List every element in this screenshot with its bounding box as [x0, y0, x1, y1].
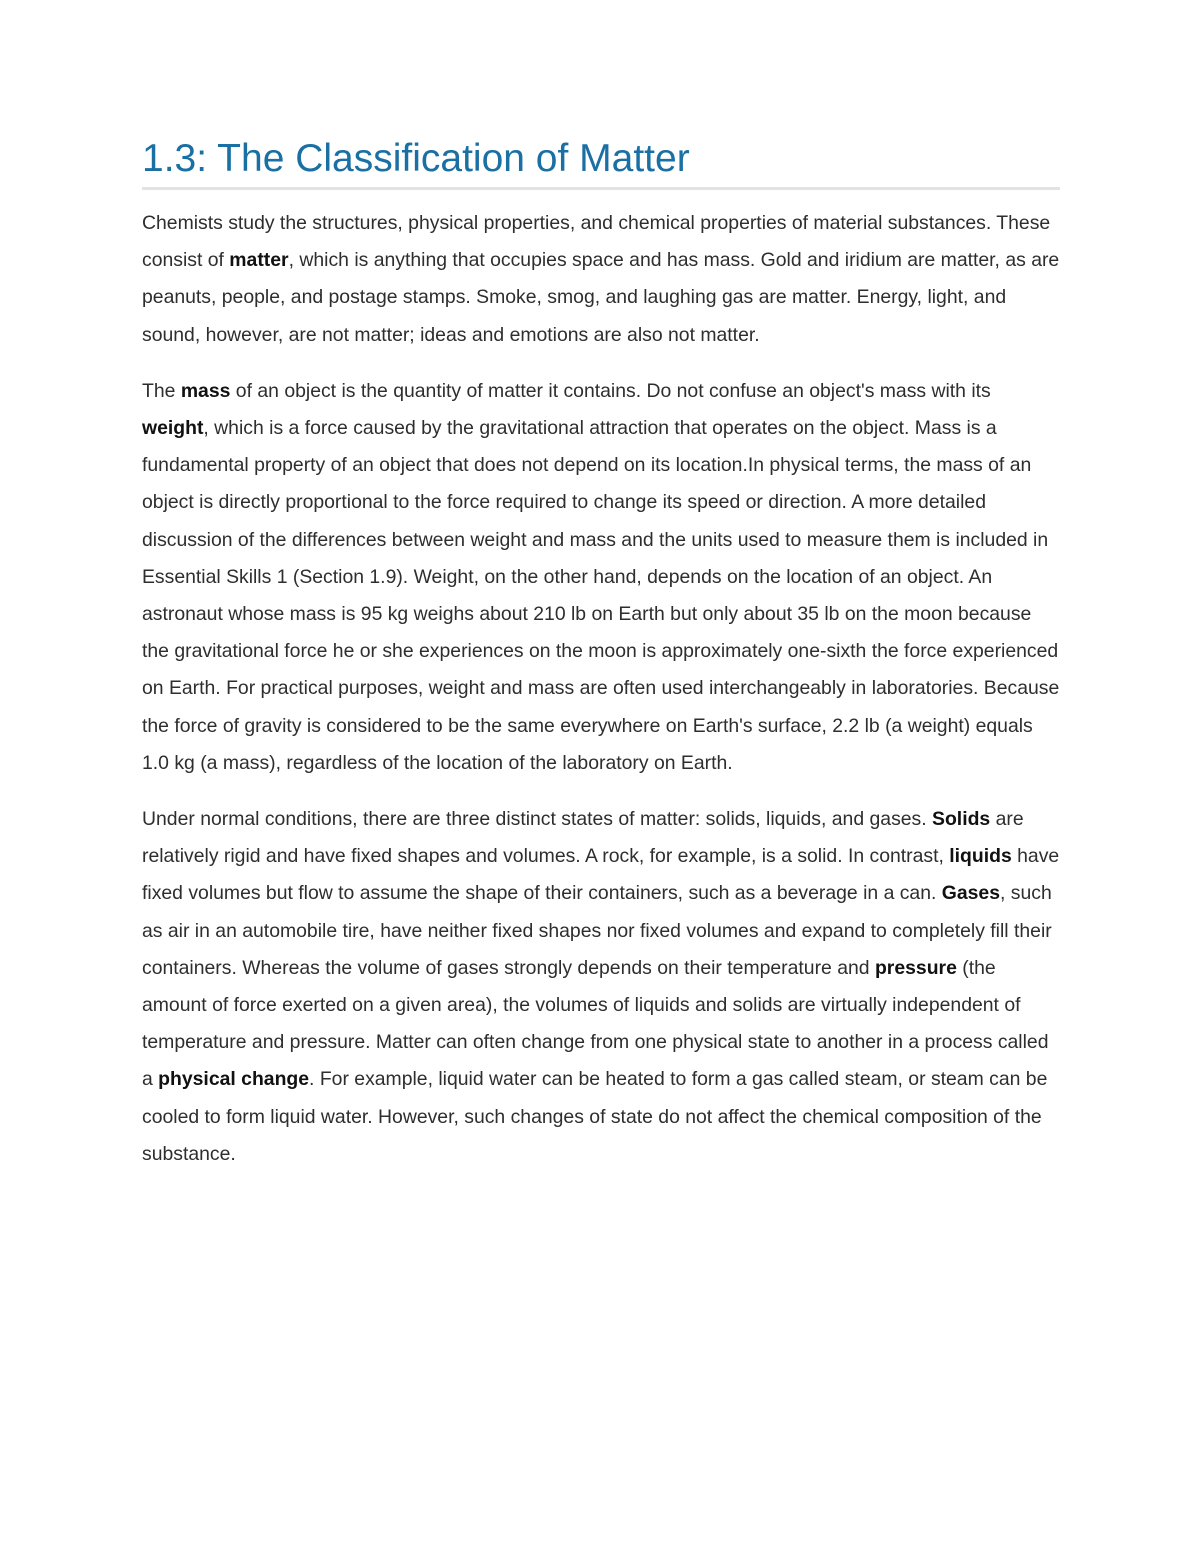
bold-term: liquids: [949, 845, 1012, 868]
text-run: , which is a force caused by the gravitational attraction that operates on the object. Mass is a fundamental property of an object that does not depend on its location.In physical terms, the mass of an object is directly proportional to the force required to change its speed or direction. A more detailed discussion of the differences between weight and mass and the units used to measure them is included in Essential Skills 1 (Section 1.9). Weight, on the other hand, depends on the location of an object. An astronaut whose mass is 95 kg weighs about 210 lb on Earth but only about 35 lb on the moon because the gravitational force he or she experiences on the moon is approximately one-sixth the force experienced on Earth. For practical purposes, weight and mass are often used interchangeably in laboratories. Because the force of gravity is considered to be the same everywhere on Earth's surface, 2.2 lb (a weight) equals 1.0 kg (a mass), regardless of the location of the laboratory on Earth.: [142, 417, 1060, 774]
bold-term: Solids: [932, 808, 991, 831]
paragraph-mass-weight: [142, 373, 1060, 782]
text-run: of an object is the quantity of matter it contains. Do not confuse an object's mass with its: [230, 379, 991, 402]
text-run: are relatively rigid and have fixed shapes and volumes. A rock, for example, is a solid. In contrast,: [142, 808, 1024, 868]
bold-term: matter: [229, 249, 289, 272]
text-run: . For example, liquid water can be heated to form a gas called steam, or steam can be cooled to form liquid water. However, such changes of state do not affect the chemical composition of the substance.: [142, 1068, 1048, 1165]
paragraph-states-of-matter: [142, 801, 1060, 1173]
bold-term: Gases: [941, 882, 1001, 905]
text-run: Under normal conditions, there are three distinct states of matter: solids, liquids, and gases.: [142, 808, 933, 831]
bold-term: pressure: [874, 956, 957, 979]
document-page: [142, 134, 1060, 1192]
bold-term: physical change: [158, 1068, 310, 1091]
title-divider: [142, 187, 1060, 190]
text-run: have fixed volumes but flow to assume the shape of their containers, such as a beverage in a can.: [142, 845, 1060, 905]
text-run: , which is anything that occupies space and has mass. Gold and iridium are matter, as are peanuts, people, and postage stamps. Smoke, smog, and laughing gas are matter. Energy, light, and sound, however, are not matter; ideas and emotions are also not matter.: [142, 249, 1060, 346]
paragraph-matter: [142, 205, 1060, 354]
text-run: The: [142, 379, 181, 402]
text-run: (the amount of force exerted on a given area), the volumes of liquids and solids are virtually independent of temperature and pressure. Matter can often change from one physical state to another in a process called a: [142, 956, 1049, 1091]
text-run: Chemists study the structures, physical properties, and chemical properties of material substances. These consist of: [142, 212, 1051, 272]
bold-term: mass: [180, 379, 231, 402]
page-title: 1.3: The Classification of Matter: [142, 137, 690, 180]
text-run: , such as air in an automobile tire, have neither fixed shapes nor fixed volumes and expand to completely fill their containers. Whereas the volume of gases strongly depends on their temperature and: [142, 882, 1052, 979]
document-body: [142, 205, 1060, 1173]
bold-term: weight: [142, 417, 204, 440]
